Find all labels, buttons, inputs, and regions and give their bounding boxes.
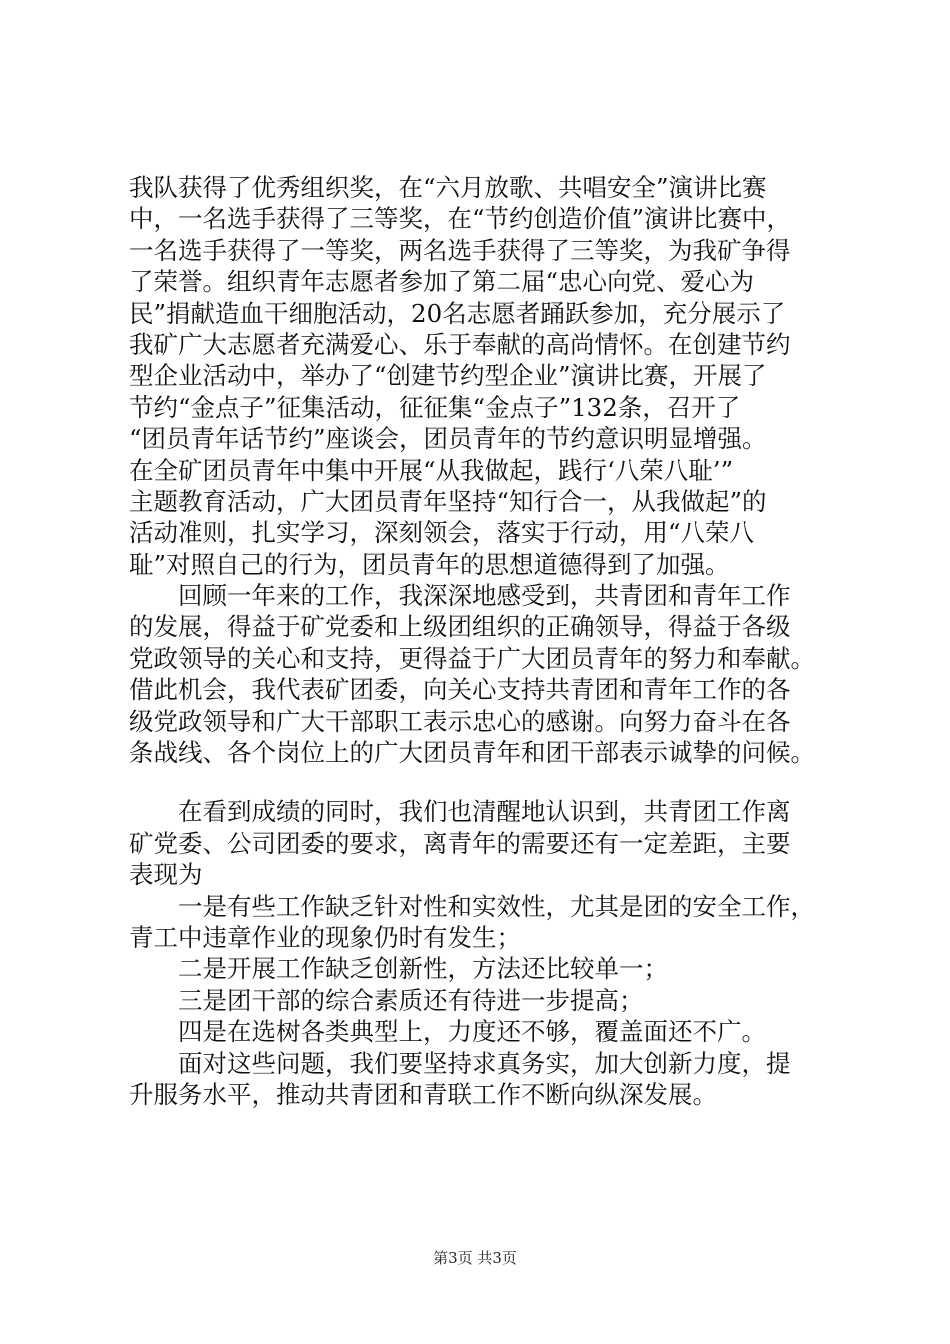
- text-line: 升服务水平，推动共青团和青联工作不断向纵深发展。: [129, 1079, 717, 1109]
- text-line: 一是有些工作缺乏针对性和实效性，尤其是团的安全工作，: [129, 891, 815, 921]
- text-line: 回顾一年来的工作，我深深地感受到，共青团和青年工作: [129, 581, 791, 611]
- text-line: 在全矿团员青年中集中开展“从我做起，践行‘八荣八耻’”: [129, 455, 734, 485]
- text-line: 青工中违章作业的现象仍时有发生；: [129, 922, 521, 952]
- paragraph-spacer: [129, 768, 829, 796]
- text-line: 在看到成绩的同时，我们也清醒地认识到，共青团工作离: [129, 797, 791, 827]
- text-line: 表现为: [129, 860, 203, 890]
- text-line: 主题教育活动，广大团员青年坚持“知行合一，从我做起”的: [129, 486, 767, 516]
- document-body: [129, 172, 829, 1110]
- text-line: 矿党委、公司团委的要求，离青年的需要还有一定差距，主要: [129, 828, 791, 858]
- text-line: 一名选手获得了一等奖，两名选手获得了三等奖，为我矿争得: [129, 235, 791, 265]
- paragraph-group-1: [129, 172, 829, 768]
- text-line: 二是开展工作缺乏创新性，方法还比较单一；: [129, 954, 668, 984]
- text-line: 借此机会，我代表矿团委，向关心支持共青团和青年工作的各: [129, 675, 791, 705]
- text-line: 面对这些问题，我们要坚持求真务实，加大创新力度，提: [129, 1048, 791, 1078]
- text-line: 四是在选树各类典型上，力度还不够，覆盖面还不广。: [129, 1017, 766, 1047]
- text-line: 三是团干部的综合素质还有待进一步提高；: [129, 985, 644, 1015]
- text-line: 的发展，得益于矿党委和上级团组织的正确领导，得益于各级: [129, 612, 791, 642]
- text-line: 党政领导的关心和支持，更得益于广大团员青年的努力和奉献。: [129, 643, 815, 673]
- text-line: 我队获得了优秀组织奖，在“六月放歌、共唱安全”演讲比赛: [129, 173, 767, 202]
- text-line: 中，一名选手获得了三等奖，在“节约创造价值”演讲比赛中，: [129, 204, 792, 234]
- text-line: 条战线、各个岗位上的广大团员青年和团干部表示诚挚的问候。: [129, 738, 815, 768]
- text-line: 民”捐献造血干细胞活动，20名志愿者踊跃参加，充分展示了: [129, 298, 786, 328]
- text-line: 活动准则，扎实学习，深刻领会，落实于行动，用“八荣八: [129, 518, 755, 548]
- text-line: 我矿广大志愿者充满爱心、乐于奉献的高尚情怀。在创建节约: [129, 329, 791, 359]
- text-line: 了荣誉。组织青年志愿者参加了第二届“忠心向党、爱心为: [129, 267, 755, 297]
- text-line: 级党政领导和广大干部职工表示忠心的感谢。向努力奋斗在各: [129, 706, 791, 736]
- page-number-footer: 第3页 共3页: [433, 1249, 517, 1267]
- text-line: “团员青年话节约”座谈会，团员青年的节约意识明显增强。: [129, 424, 767, 454]
- paragraph-group-2: [129, 796, 829, 1110]
- text-line: 节约“金点子”征集活动，征征集“金点子”132条，召开了: [129, 392, 741, 422]
- text-line: 型企业活动中，举办了“创建节约型企业”演讲比赛，开展了: [129, 361, 767, 391]
- text-line: 耻”对照自己的行为，团员青年的思想道德得到了加强。: [129, 549, 730, 579]
